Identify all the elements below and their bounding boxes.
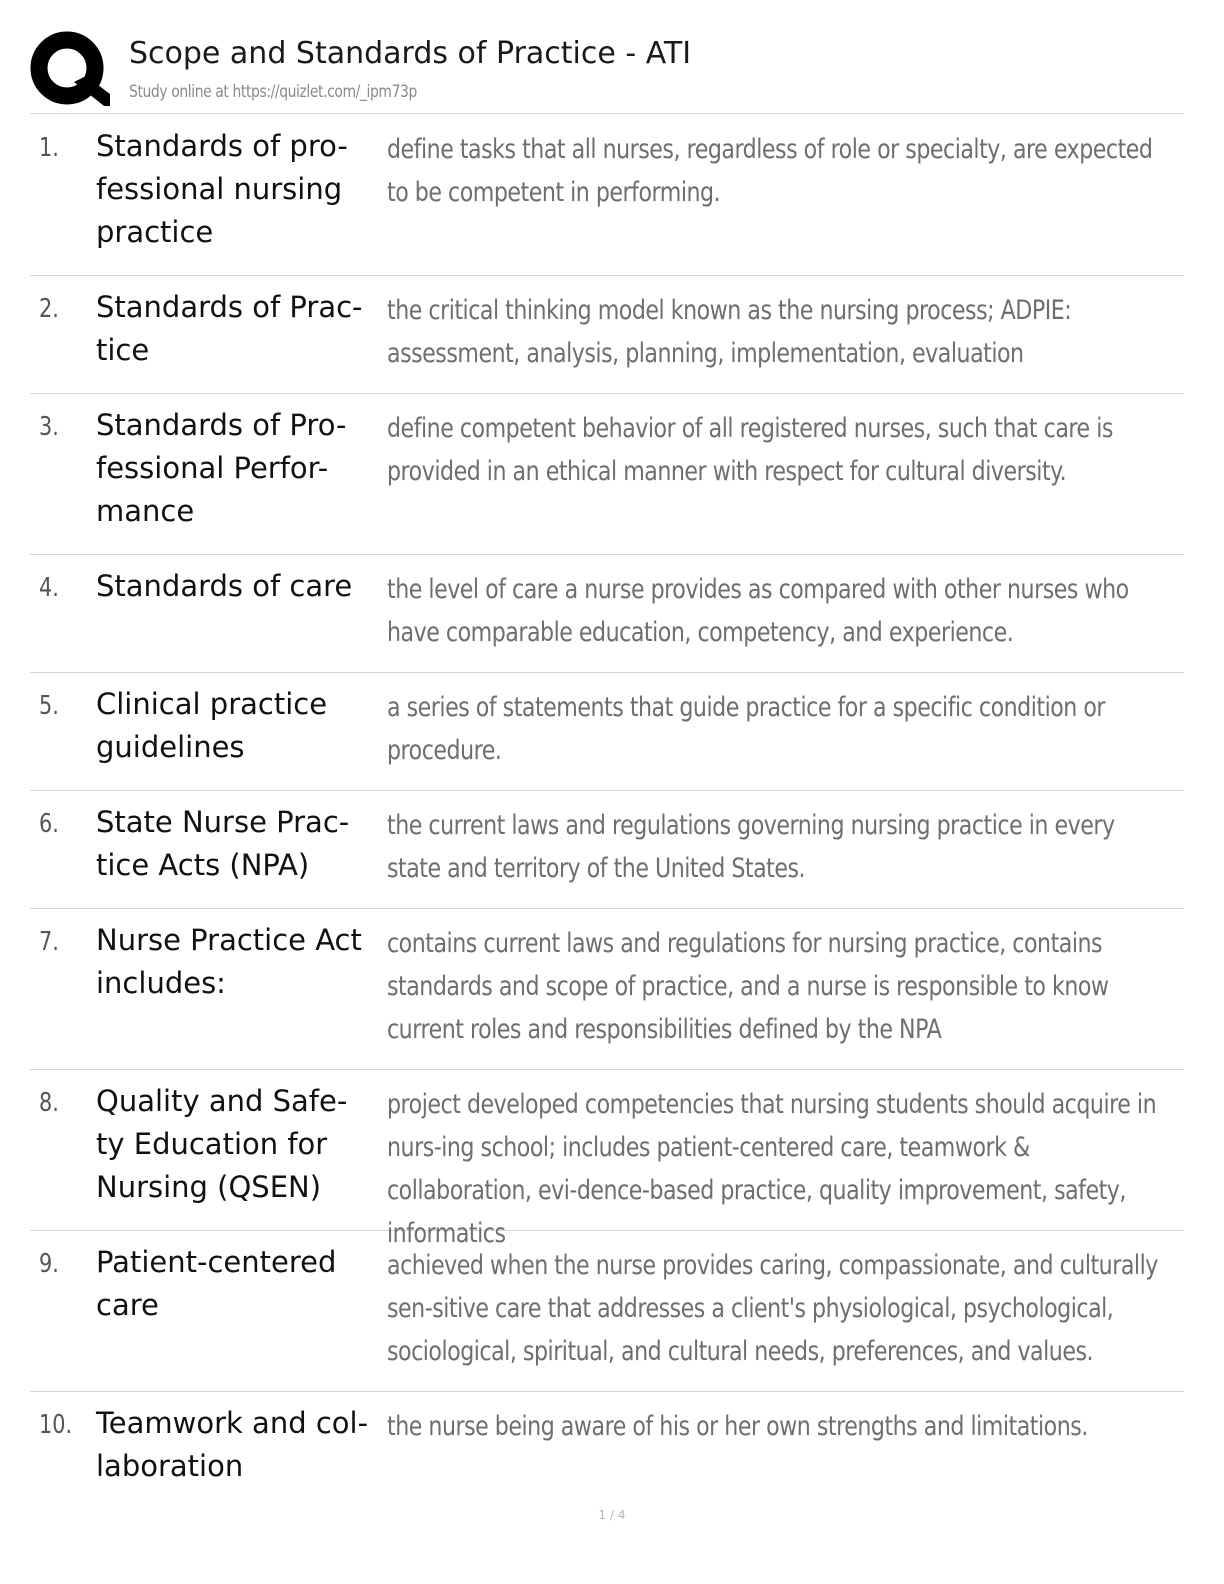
card-number: 8. [39,1088,59,1118]
card-number: 3. [39,412,59,442]
flashcard-row [30,555,1184,673]
card-number: 1. [39,133,59,163]
flashcard-row [30,115,1184,276]
card-definition: define tasks that all nurses, regardless of role or specialty, are expected to be competent in performing. [387,134,1153,208]
card-number: 4. [39,573,59,603]
card-term: Quality and Safe- ty Education for Nursing (QSEN) [96,1084,348,1204]
card-definition: achieved when the nurse provides caring, compassionate, and culturally sen-sitive care that addresses a client's physiological, psychological, sociological, spiritual, and cultural needs, preferences, and values. [387,1250,1158,1367]
flashcard-row [30,276,1184,394]
card-term: Teamwork and col- laboration [96,1406,369,1483]
card-term: Patient-centered care [96,1245,337,1322]
flashcard-row [30,673,1184,791]
flashcard-row [30,1392,1184,1510]
flashcard-row [30,1231,1184,1392]
card-definition: project developed competencies that nursing students should acquire in nurs-ing school; includes patient-centered care, teamwork & collaboration, evi-dence-based practice, quality improvement, safety, informatics [387,1089,1157,1249]
quizlet-q-logo-icon [30,30,110,110]
card-term: Nurse Practice Act includes: [96,923,362,1000]
card-number: 9. [39,1249,59,1279]
card-definition: the level of care a nurse provides as compared with other nurses who have comparable education, competency, and experience. [387,574,1129,648]
card-number: 2. [39,294,59,324]
page-indicator: 1 / 4 [598,1508,626,1522]
header-divider [30,113,1184,114]
card-term: State Nurse Prac- tice Acts (NPA) [96,805,350,882]
card-term: Standards of care [96,569,353,603]
card-definition: contains current laws and regulations for nursing practice, contains standards and scope of practice, and a nurse is responsible to know current roles and responsibilities defined by the NPA [387,928,1109,1045]
flashcard-row [30,1070,1184,1249]
flashcard-list [30,115,1184,1510]
card-term: Clinical practice guidelines [96,687,328,764]
card-definition: the current laws and regulations governing nursing practice in every state and territory of the United States. [387,810,1115,884]
card-definition: the critical thinking model known as the nursing process; ADPIE: assessment, analysis, planning, implementation, evaluation [387,295,1072,369]
flashcard-row [30,909,1184,1070]
card-number: 10. [39,1410,73,1440]
page-header [30,28,1184,114]
card-definition: define competent behavior of all registered nurses, such that care is provided in an ethical manner with respect for cultural diversity. [387,413,1113,487]
flashcard-row [30,791,1184,909]
card-number: 5. [39,691,59,721]
card-term: Standards of Prac- tice [96,290,363,367]
card-number: 6. [39,809,59,839]
study-online-link[interactable]: Study online at https://quizlet.com/_ipm73p [129,82,417,102]
card-number: 7. [39,927,59,957]
set-title: Scope and Standards of Practice - ATI [129,36,692,71]
card-term: Standards of pro- fessional nursing practice [96,129,348,249]
flashcard-row [30,394,1184,555]
card-definition: the nurse being aware of his or her own strengths and limitations. [387,1411,1088,1442]
card-term: Standards of Pro- fessional Perfor- mance [96,408,347,528]
card-definition: a series of statements that guide practice for a specific condition or procedure. [387,692,1106,766]
